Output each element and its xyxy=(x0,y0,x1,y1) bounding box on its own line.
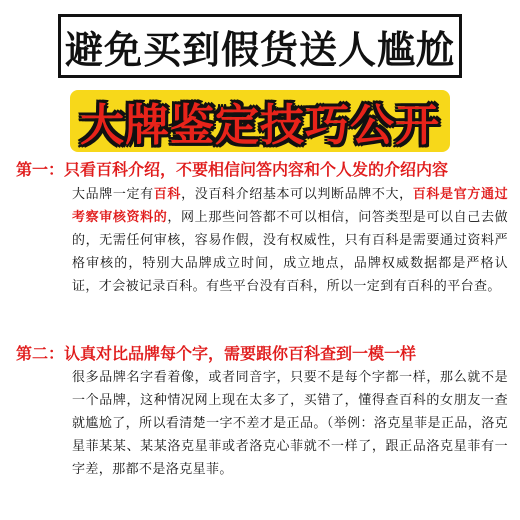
section-1-text-b: ，没百科介绍基本可以判断品牌不大， xyxy=(181,187,413,202)
section-2-paragraph: 很多品牌名字看着像，或者同音字，只要不是每个字都一样，那么就不是一个品牌，这种情况网上现在太多了，买错了，懂得查百科的女朋友一查就尴尬了，所以看清楚一字不差才是正品。（举例：洛克星菲是正品，洛克星菲某某、某某洛克星菲或者洛克心菲就不一样了，跟正品洛克星菲有一字差，那都不是洛克星菲。 xyxy=(72,370,508,477)
section-1-highlight-a: 百科 xyxy=(153,187,182,202)
section-1-highlight-b: 百科是官方通过考察审核资料的 xyxy=(72,187,508,225)
header-box xyxy=(58,14,462,78)
section-2-heading: 第二：认真对比品牌每个字，需要跟你百科查到一模一样 xyxy=(16,344,417,363)
banner xyxy=(70,90,450,152)
section-1-paragraph xyxy=(72,183,508,298)
page-title: 避免买到假货送人尴尬 xyxy=(64,27,455,72)
section-1-text-a: 大品牌一定有 xyxy=(72,187,154,202)
banner-title: 大牌鉴定技巧公开 xyxy=(80,100,440,151)
section-1-heading: 第一：只看百科介绍，不要相信问答内容和个人发的介绍内容 xyxy=(16,160,449,179)
section-1-text-c: ，网上那些问答都不可以相信，问答类型是可以自己去做的，无需任何审核，容易作假，没有权威性，只有百科是需要通过资料严格审核的，特别大品牌成立时间，成立地点，品牌权威数据都是严格认证，才会被记录百科。有些平台没有百科，所以一定到有百科的平台查。 xyxy=(72,210,508,294)
